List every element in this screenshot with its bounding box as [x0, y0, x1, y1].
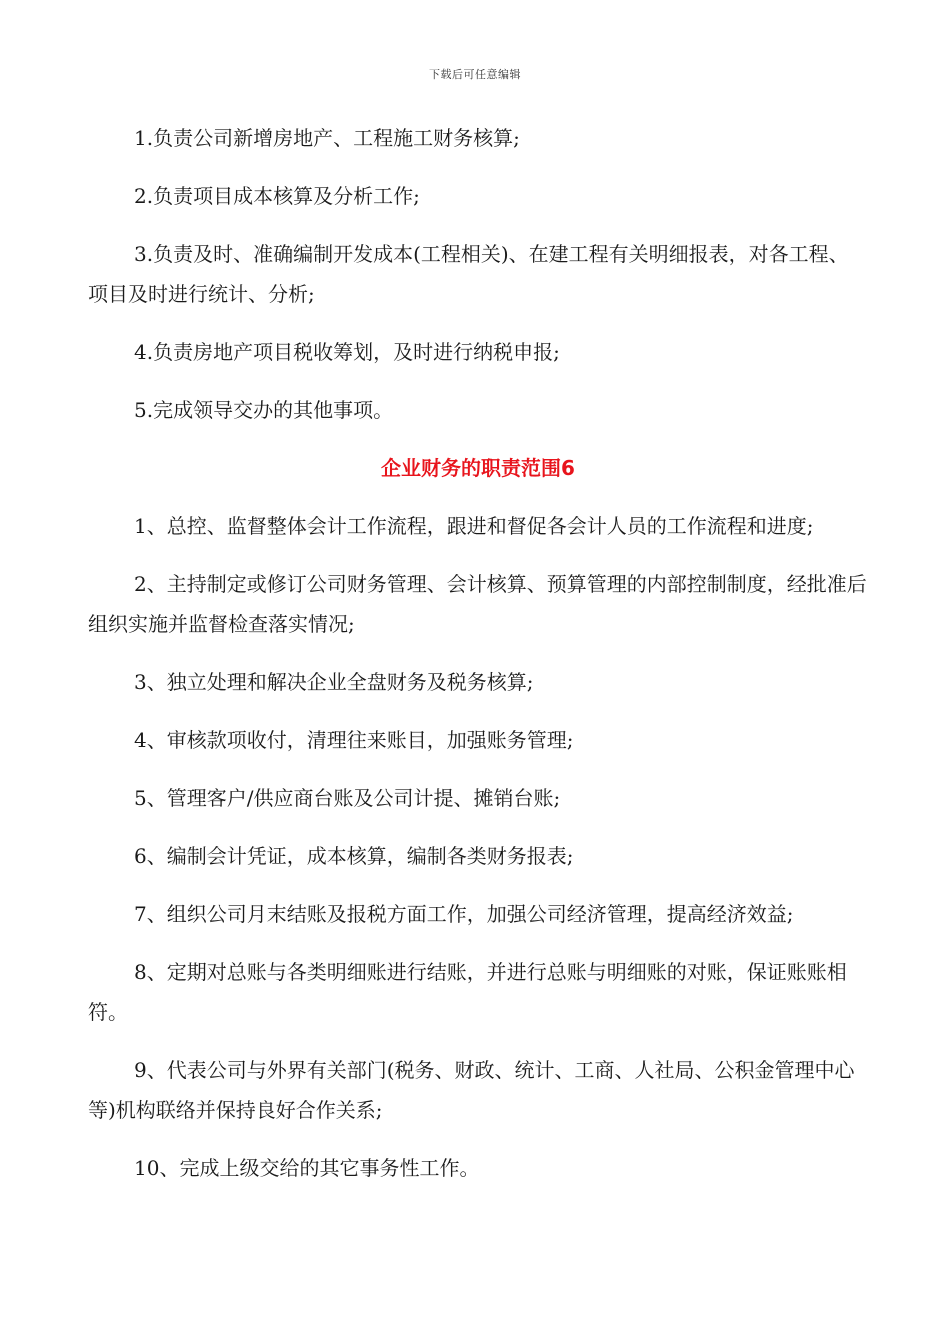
list-item: 4.负责房地产项目税收筹划，及时进行纳税申报; — [134, 340, 560, 364]
list-item: 6、编制会计凭证，成本核算，编制各类财务报表; — [134, 844, 574, 868]
list-item: 7、组织公司月末结账及报税方面工作，加强公司经济管理，提高经济效益; — [134, 902, 794, 926]
list-item: 1.负责公司新增房地产、工程施工财务核算; — [134, 126, 520, 150]
document-body — [88, 118, 868, 1206]
list-item: 5.完成领导交办的其他事项。 — [134, 398, 394, 422]
list-item: 2、主持制定或修订公司财务管理、会计核算、预算管理的内部控制制度，经批准后组织实施并监督检查落实情况; — [88, 572, 867, 636]
list-item: 9、代表公司与外界有关部门(税务、财政、统计、工商、人社局、公积金管理中心等)机构联络并保持良好合作关系; — [88, 1058, 855, 1122]
list-item: 4、审核款项收付，清理往来账目，加强账务管理; — [134, 728, 574, 752]
header-note: 下载后可任意编辑 — [429, 68, 521, 81]
list-item: 1、总控、监督整体会计工作流程，跟进和督促各会计人员的工作流程和进度; — [134, 514, 814, 538]
list-item: 3、独立处理和解决企业全盘财务及税务核算; — [134, 670, 534, 694]
list-item: 2.负责项目成本核算及分析工作; — [134, 184, 420, 208]
list-item: 10、完成上级交给的其它事务性工作。 — [134, 1156, 480, 1180]
list-item: 5、管理客户/供应商台账及公司计提、摊销台账; — [134, 786, 561, 810]
list-item: 8、定期对总账与各类明细账进行结账，并进行总账与明细账的对账，保证账账相符。 — [88, 960, 847, 1024]
list-item: 3.负责及时、准确编制开发成本(工程相关)、在建工程有关明细报表，对各工程、项目及时进行统计、分析; — [88, 242, 849, 306]
section-title: 企业财务的职责范围6 — [381, 456, 575, 480]
